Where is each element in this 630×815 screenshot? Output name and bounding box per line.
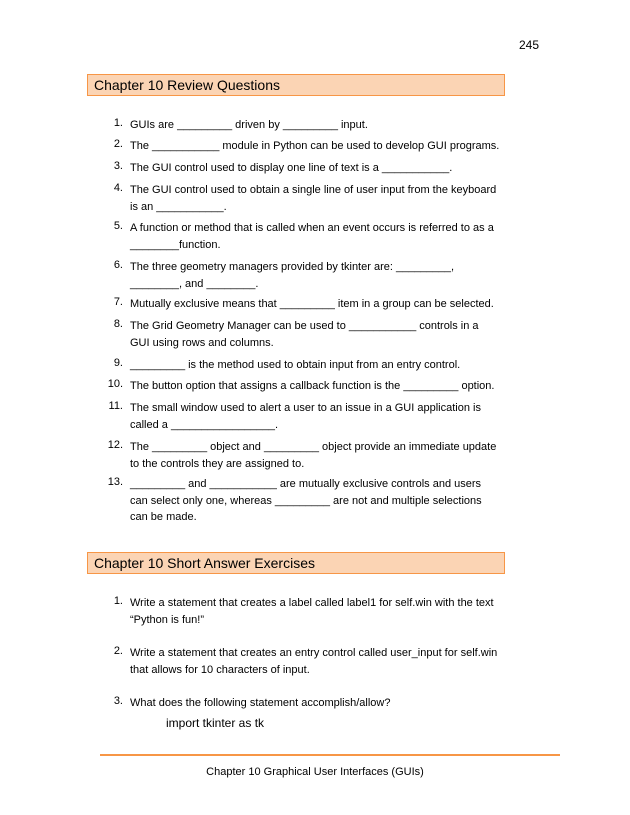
item-number: 13. — [107, 476, 123, 488]
item-number: 12. — [107, 439, 123, 451]
item-text: A function or method that is called when an event occurs is referred to as a ________function. — [130, 222, 494, 251]
item-text: _________ is the method used to obtain input from an entry control. — [130, 359, 461, 371]
item-text: The three geometry managers provided by tkinter are: _________, ________, and ________. — [130, 261, 455, 290]
item-text: Mutually exclusive means that _________ item in a group can be selected. — [130, 298, 494, 310]
item-text: The ___________ module in Python can be used to develop GUI programs. — [130, 140, 500, 152]
item-text: The small window used to alert a user to an issue in a GUI application is called a _________________. — [130, 402, 481, 431]
item-number: 3. — [113, 695, 123, 707]
item-text: The GUI control used to obtain a single line of user input from the keyboard is an ___________. — [130, 184, 497, 213]
short-answer-title: Chapter 10 Short Answer Exercises — [94, 555, 315, 571]
item-text: GUIs are _________ driven by _________ input. — [130, 119, 368, 131]
code-snippet: import tkinter as tk — [166, 716, 265, 730]
page-number: 245 — [518, 38, 539, 52]
item-text: Write a statement that creates a label called label1 for self.win with the text “Python is fun!” — [130, 597, 494, 626]
item-text: _________ and ___________ are mutually exclusive controls and users can select only one, whereas _________ are not and multiple selections can be made. — [130, 478, 482, 523]
review-questions-header — [87, 74, 505, 96]
item-number: 4. — [113, 182, 123, 194]
item-text: The button option that assigns a callback function is the _________ option. — [130, 380, 495, 392]
item-number: 7. — [113, 296, 123, 308]
item-text: What does the following statement accomplish/allow? — [130, 697, 391, 709]
item-text: The GUI control used to display one line of text is a ___________. — [130, 162, 453, 174]
item-text: Write a statement that creates an entry control called user_input for self.win that allows for 10 characters of input. — [130, 647, 498, 676]
item-number: 8. — [113, 318, 123, 330]
item-number: 2. — [113, 138, 123, 150]
footer-title: Chapter 10 Graphical User Interfaces (GUIs) — [206, 766, 424, 778]
item-number: 1. — [113, 117, 123, 129]
item-number: 10. — [107, 378, 123, 390]
footer-rule — [100, 754, 560, 756]
item-number: 9. — [113, 357, 123, 369]
item-number: 2. — [113, 645, 123, 657]
item-number: 6. — [113, 259, 123, 271]
item-text: The Grid Geometry Manager can be used to ___________ controls in a GUI using rows and columns. — [130, 320, 479, 349]
item-number: 5. — [113, 220, 123, 232]
item-text: The _________ object and _________ object provide an immediate update to the controls they are assigned to. — [130, 441, 497, 470]
short-answer-header — [87, 552, 505, 574]
item-number: 11. — [108, 400, 123, 412]
item-number: 3. — [113, 160, 123, 172]
item-number: 1. — [113, 595, 123, 607]
review-questions-title: Chapter 10 Review Questions — [94, 77, 280, 93]
